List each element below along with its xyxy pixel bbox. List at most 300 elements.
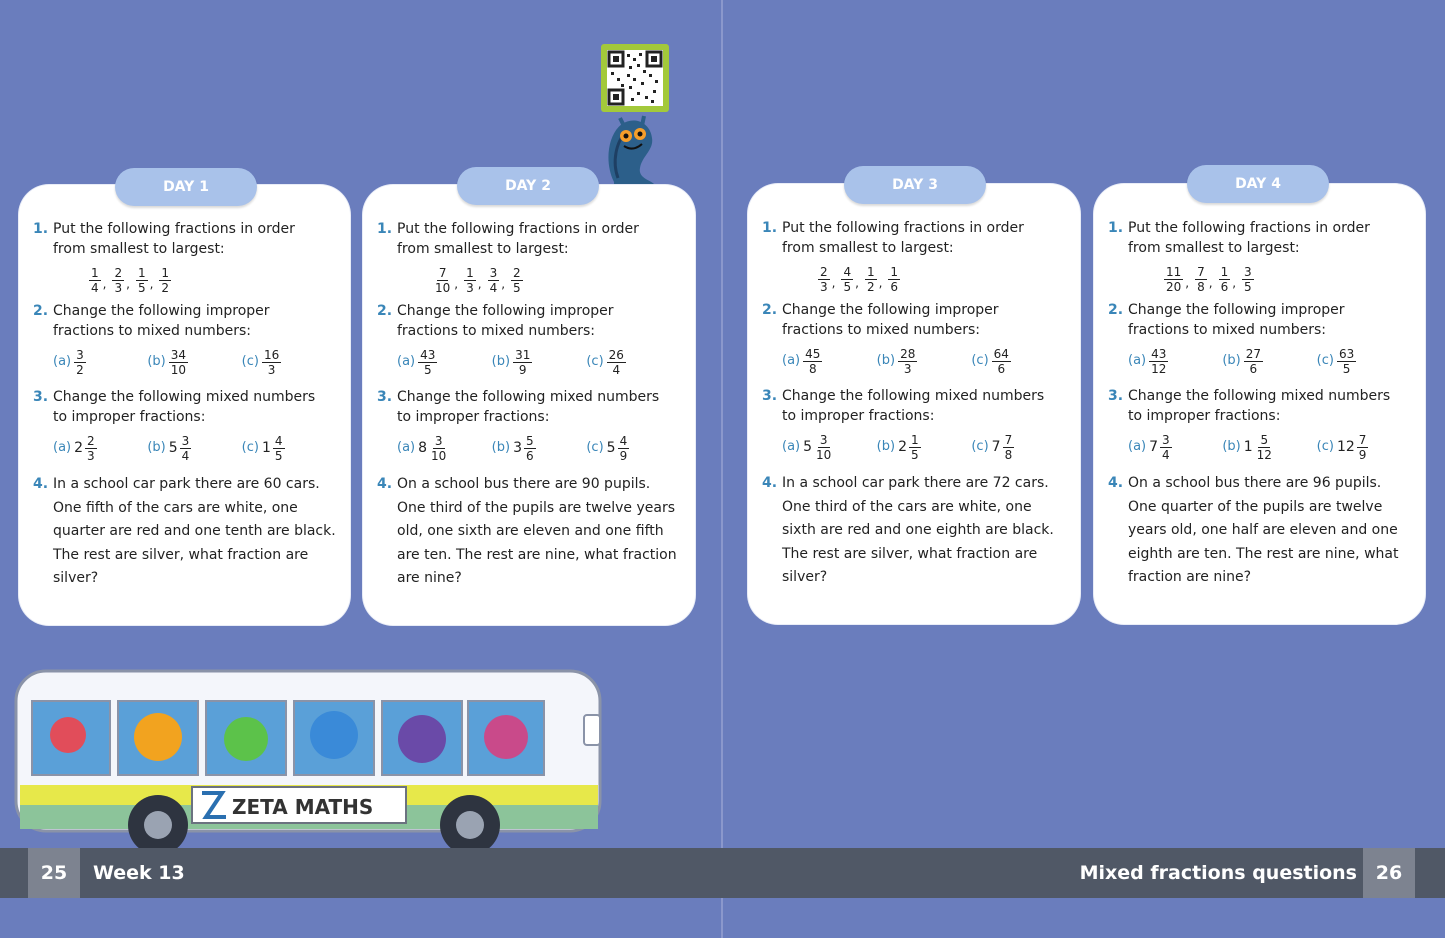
numerator: 1	[137, 266, 146, 280]
day-label: DAY 1	[115, 168, 257, 206]
question-number: 2.	[762, 302, 778, 318]
numerator: 3	[181, 433, 190, 448]
day-4-card	[1094, 184, 1425, 624]
question-3	[377, 387, 681, 467]
numerator: 3	[1162, 432, 1170, 447]
question-text: are nine?	[397, 570, 462, 586]
question-2	[1108, 300, 1411, 380]
option	[586, 434, 681, 463]
fraction	[1357, 433, 1369, 462]
fraction	[1242, 265, 1254, 294]
question-text: One fifth of the cars are white, one	[53, 499, 298, 516]
fraction	[814, 433, 833, 462]
bus-illustration	[10, 665, 610, 860]
whole-number: 3	[513, 440, 522, 456]
denominator: 4	[181, 448, 190, 463]
question-1	[33, 219, 336, 295]
option-label: (b)	[876, 353, 896, 368]
question-number: 4.	[377, 476, 393, 492]
question-4	[1108, 472, 1411, 590]
option-label: (a)	[1128, 439, 1147, 454]
option	[782, 347, 877, 376]
separator: ,	[878, 276, 883, 290]
question-text: fractions to mixed numbers:	[1128, 322, 1327, 338]
whole-number: 7	[991, 439, 1001, 455]
fraction	[1003, 433, 1015, 462]
day-label: DAY 3	[844, 166, 986, 204]
denominator: 3	[87, 448, 95, 463]
numerator: 1	[890, 265, 899, 279]
numerator: 2	[513, 266, 521, 280]
option	[242, 434, 336, 463]
option	[397, 434, 492, 463]
fraction	[418, 348, 437, 377]
fraction	[898, 347, 917, 376]
denominator: 2	[866, 280, 875, 294]
numerator: 64	[993, 346, 1009, 361]
question-text: Put the following fractions in order	[1128, 220, 1370, 236]
fraction	[865, 265, 877, 294]
option-label: (a)	[782, 353, 801, 368]
fraction	[818, 265, 830, 294]
fraction	[513, 348, 532, 377]
fraction	[803, 347, 822, 376]
denominator: 4	[489, 281, 498, 295]
denominator: 12	[1256, 447, 1272, 462]
option-label: (b)	[1222, 439, 1241, 454]
question-number: 1.	[33, 221, 49, 237]
option	[1222, 347, 1316, 376]
numerator: 3	[76, 347, 84, 362]
fraction	[74, 348, 86, 377]
question-list	[33, 219, 336, 615]
whole-number: 2	[74, 440, 84, 456]
fraction	[169, 348, 188, 377]
option-label: (a)	[1128, 353, 1147, 368]
fraction	[1219, 265, 1231, 294]
numerator: 5	[1260, 432, 1269, 447]
question-text: years old, one half are eleven and one	[1128, 522, 1398, 538]
options-row	[782, 342, 1066, 380]
question-1	[762, 218, 1066, 294]
option-label: (a)	[397, 354, 416, 369]
denominator: 6	[1249, 361, 1258, 376]
numerator: 7	[438, 266, 447, 280]
fraction	[618, 434, 630, 463]
fraction	[909, 433, 921, 462]
day-label: DAY 4	[1187, 165, 1329, 203]
day-label: DAY 2	[457, 167, 599, 205]
denominator: 5	[423, 362, 432, 377]
question-1	[377, 219, 681, 295]
question-list	[762, 218, 1066, 614]
separator: ,	[501, 277, 506, 291]
fraction	[841, 265, 853, 294]
fraction	[180, 434, 192, 463]
numerator: 2	[87, 433, 95, 448]
fraction	[888, 265, 900, 294]
option-label: (c)	[971, 439, 989, 454]
page-number-right: 26	[1363, 848, 1415, 898]
separator: ,	[1208, 276, 1213, 290]
question-text: from smallest to largest:	[397, 241, 569, 257]
numerator: 1	[161, 266, 170, 280]
fraction-list	[397, 259, 681, 295]
whole-number: 8	[418, 440, 428, 456]
option-label: (a)	[53, 440, 72, 455]
options-row	[782, 428, 1066, 466]
section-title: Mixed fractions questions	[1079, 862, 1357, 884]
denominator: 5	[513, 281, 521, 295]
option-label: (c)	[241, 440, 259, 455]
option	[492, 348, 587, 377]
question-number: 3.	[33, 389, 49, 405]
fraction	[89, 266, 101, 295]
question-text: from smallest to largest:	[1128, 240, 1300, 256]
question-number: 3.	[377, 389, 393, 405]
option-label: (b)	[491, 440, 511, 455]
numerator: 1	[466, 266, 474, 280]
week-label: Week 13	[93, 862, 185, 884]
numerator: 3	[819, 432, 828, 447]
denominator: 4	[612, 362, 621, 377]
question-text: fraction are nine?	[1128, 569, 1251, 585]
denominator: 3	[267, 362, 276, 377]
question-list	[1108, 218, 1411, 614]
denominator: 2	[161, 281, 170, 295]
denominator: 3	[903, 361, 912, 376]
option-label: (b)	[147, 440, 166, 455]
separator: ,	[477, 277, 482, 291]
whole-number: 12	[1336, 439, 1355, 455]
fraction	[524, 434, 536, 463]
separator: ,	[855, 276, 859, 290]
question-number: 2.	[1108, 302, 1124, 318]
option-label: (c)	[971, 353, 989, 368]
denominator: 8	[808, 361, 817, 376]
option	[586, 348, 681, 377]
denominator: 2	[76, 362, 84, 377]
question-text: Put the following fractions in order	[782, 220, 1024, 236]
option	[147, 348, 241, 377]
qr-code[interactable]	[601, 44, 669, 112]
options-row	[53, 343, 336, 381]
separator: ,	[1232, 276, 1237, 290]
numerator: 43	[1151, 346, 1167, 361]
denominator: 10	[170, 362, 187, 377]
numerator: 4	[619, 433, 628, 448]
numerator: 16	[263, 347, 280, 362]
numerator: 7	[1358, 432, 1367, 447]
option-label: (c)	[586, 440, 604, 455]
question-text: One third of the cars are white, one	[782, 498, 1032, 515]
denominator: 5	[1244, 280, 1252, 294]
whole-number: 2	[898, 439, 907, 455]
question-text: The rest are silver, what fraction are	[782, 545, 1038, 562]
question-text: are ten. The rest are nine, what fraction	[397, 546, 677, 563]
question-text: quarter are red and one tenth are black.	[53, 523, 336, 539]
numerator: 7	[1197, 265, 1205, 279]
question-text: On a school bus there are 96 pupils.	[1128, 475, 1382, 491]
separator: ,	[126, 277, 130, 291]
question-list	[377, 219, 681, 615]
denominator: 10	[431, 448, 447, 463]
numerator: 1	[1220, 265, 1229, 279]
fraction-list	[53, 259, 336, 295]
question-text: to improper fractions:	[1128, 408, 1281, 424]
question-2	[762, 300, 1066, 380]
question-text: Change the following improper	[1128, 302, 1345, 318]
option	[877, 433, 972, 462]
numerator: 1	[91, 266, 99, 280]
fraction	[112, 266, 124, 295]
option-label: (a)	[397, 440, 416, 455]
option-label: (b)	[876, 439, 896, 454]
option-label: (c)	[241, 354, 259, 369]
fraction	[488, 266, 500, 295]
options-row	[397, 343, 681, 381]
question-text: Change the following mixed numbers	[782, 388, 1045, 404]
option-label: (a)	[782, 439, 801, 454]
separator: ,	[102, 277, 107, 291]
monster-illustration	[600, 112, 662, 188]
numerator: 3	[489, 266, 498, 280]
denominator: 6	[997, 361, 1006, 376]
denominator: 12	[1151, 361, 1167, 376]
numerator: 3	[434, 433, 443, 448]
option-label: (a)	[53, 354, 72, 369]
question-text: fractions to mixed numbers:	[397, 323, 596, 339]
bus-logo-text: ZETA MATHS	[232, 795, 374, 819]
question-text: fractions to mixed numbers:	[53, 323, 252, 339]
whole-number: 1	[261, 440, 271, 456]
denominator: 3	[820, 280, 828, 294]
page-gutter	[721, 0, 723, 938]
option	[782, 433, 877, 462]
question-3	[1108, 386, 1411, 466]
question-text: silver?	[782, 569, 828, 585]
option	[1222, 433, 1316, 462]
options-row	[1128, 342, 1411, 380]
question-text: Change the following mixed numbers	[53, 389, 316, 405]
denominator: 9	[619, 448, 628, 463]
denominator: 6	[890, 280, 899, 294]
whole-number: 5	[168, 440, 178, 456]
options-row	[397, 429, 681, 467]
fraction	[159, 266, 171, 295]
fraction	[1195, 265, 1207, 294]
denominator: 6	[526, 448, 534, 463]
option-label: (c)	[586, 354, 604, 369]
day-1-card	[19, 185, 350, 625]
question-text: Change the following mixed numbers	[1128, 388, 1391, 404]
fraction	[1244, 347, 1263, 376]
option	[242, 348, 336, 377]
day-3-card	[748, 184, 1080, 624]
question-text: sixth are red and one eighth are black.	[782, 522, 1054, 538]
option	[1128, 433, 1222, 462]
separator: ,	[1185, 276, 1190, 290]
option	[147, 434, 241, 463]
page-number-left: 25	[28, 848, 80, 898]
denominator: 6	[1220, 280, 1229, 294]
option	[397, 348, 492, 377]
question-4	[762, 472, 1066, 590]
separator: ,	[831, 276, 836, 290]
question-text: Change the following improper	[397, 303, 614, 319]
numerator: 11	[1166, 265, 1182, 279]
denominator: 5	[274, 448, 283, 463]
denominator: 5	[1342, 361, 1351, 376]
fraction	[464, 266, 476, 295]
option-label: (b)	[147, 354, 166, 369]
question-text: to improper fractions:	[53, 409, 206, 425]
denominator: 9	[1358, 447, 1367, 462]
question-4	[377, 473, 681, 591]
question-text: One quarter of the pupils are twelve	[1128, 498, 1383, 515]
question-text: On a school bus there are 90 pupils.	[397, 476, 651, 492]
fraction	[433, 266, 452, 295]
numerator: 2	[114, 266, 123, 280]
question-text: eighth are ten. The rest are nine, what	[1128, 545, 1399, 562]
denominator: 3	[114, 281, 123, 295]
denominator: 20	[1166, 280, 1182, 294]
denominator: 10	[816, 447, 832, 462]
question-number: 1.	[762, 220, 778, 236]
numerator: 34	[170, 347, 187, 362]
fraction	[992, 347, 1011, 376]
question-number: 2.	[33, 303, 49, 319]
numerator: 3	[1244, 265, 1252, 279]
question-number: 3.	[1108, 388, 1124, 404]
question-text: old, one sixth are eleven and one fifth	[397, 523, 664, 539]
question-3	[33, 387, 336, 467]
question-number: 4.	[33, 476, 49, 492]
numerator: 28	[900, 346, 916, 361]
question-number: 2.	[377, 303, 393, 319]
option	[53, 348, 147, 377]
numerator: 43	[420, 347, 436, 362]
fraction	[273, 434, 285, 463]
numerator: 63	[1338, 346, 1355, 361]
options-row	[1128, 428, 1411, 466]
denominator: 3	[466, 281, 474, 295]
question-text: Put the following fractions in order	[397, 221, 639, 237]
numerator: 45	[805, 346, 821, 361]
denominator: 9	[518, 362, 527, 377]
numerator: 31	[515, 347, 531, 362]
question-text: silver?	[53, 570, 99, 586]
fraction	[1160, 433, 1172, 462]
option	[1317, 347, 1411, 376]
question-text: In a school car park there are 60 cars.	[53, 476, 320, 492]
question-2	[33, 301, 336, 381]
fraction-list	[782, 258, 1066, 294]
option-label: (c)	[1316, 439, 1334, 454]
numerator: 4	[843, 265, 852, 279]
separator: ,	[149, 277, 154, 291]
question-text: fractions to mixed numbers:	[782, 322, 981, 338]
question-text: Change the following improper	[782, 302, 999, 318]
fraction	[262, 348, 281, 377]
whole-number: 5	[803, 439, 813, 455]
question-number: 4.	[1108, 475, 1124, 491]
question-number: 4.	[762, 475, 778, 491]
numerator: 7	[1004, 432, 1013, 447]
question-2	[377, 301, 681, 381]
question-text: One third of the pupils are twelve years	[397, 499, 676, 516]
fraction	[511, 266, 523, 295]
option	[1128, 347, 1222, 376]
denominator: 8	[1004, 447, 1013, 462]
fraction	[607, 348, 626, 377]
separator: ,	[454, 277, 459, 291]
numerator: 1	[866, 265, 875, 279]
fraction	[1255, 433, 1274, 462]
fraction	[136, 266, 148, 295]
denominator: 8	[1197, 280, 1205, 294]
denominator: 5	[911, 447, 919, 462]
numerator: 4	[274, 433, 283, 448]
question-text: In a school car park there are 72 cars.	[782, 475, 1049, 491]
numerator: 27	[1245, 346, 1262, 361]
fraction-list	[1128, 258, 1411, 294]
option	[971, 433, 1066, 462]
option-label: (c)	[1316, 353, 1334, 368]
question-text: to improper fractions:	[397, 409, 550, 425]
numerator: 5	[526, 433, 534, 448]
question-text: from smallest to largest:	[53, 241, 225, 257]
numerator: 26	[608, 347, 624, 362]
fraction	[1149, 347, 1168, 376]
options-row	[53, 429, 336, 467]
question-text: Put the following fractions in order	[53, 221, 295, 237]
question-text: from smallest to largest:	[782, 240, 954, 256]
option	[971, 347, 1066, 376]
question-1	[1108, 218, 1411, 294]
fraction	[1337, 347, 1356, 376]
question-number: 1.	[377, 221, 393, 237]
denominator: 10	[435, 281, 451, 295]
option	[877, 347, 972, 376]
option	[492, 434, 587, 463]
question-text: Change the following improper	[53, 303, 270, 319]
whole-number: 5	[606, 440, 616, 456]
numerator: 1	[911, 432, 919, 447]
question-number: 1.	[1108, 220, 1124, 236]
question-text: Change the following mixed numbers	[397, 389, 660, 405]
question-4	[33, 473, 336, 591]
whole-number: 7	[1149, 439, 1159, 455]
day-2-card	[363, 185, 695, 625]
whole-number: 1	[1243, 439, 1253, 455]
option-label: (b)	[1222, 353, 1241, 368]
numerator: 2	[820, 265, 828, 279]
denominator: 4	[1162, 447, 1170, 462]
fraction	[429, 434, 448, 463]
question-text: to improper fractions:	[782, 408, 935, 424]
question-number: 3.	[762, 388, 778, 404]
fraction	[1164, 265, 1183, 294]
fraction	[85, 434, 97, 463]
option-label: (b)	[491, 354, 511, 369]
option	[1317, 433, 1411, 462]
denominator: 5	[843, 280, 852, 294]
option	[53, 434, 147, 463]
question-3	[762, 386, 1066, 466]
denominator: 4	[91, 281, 99, 295]
denominator: 5	[137, 281, 146, 295]
